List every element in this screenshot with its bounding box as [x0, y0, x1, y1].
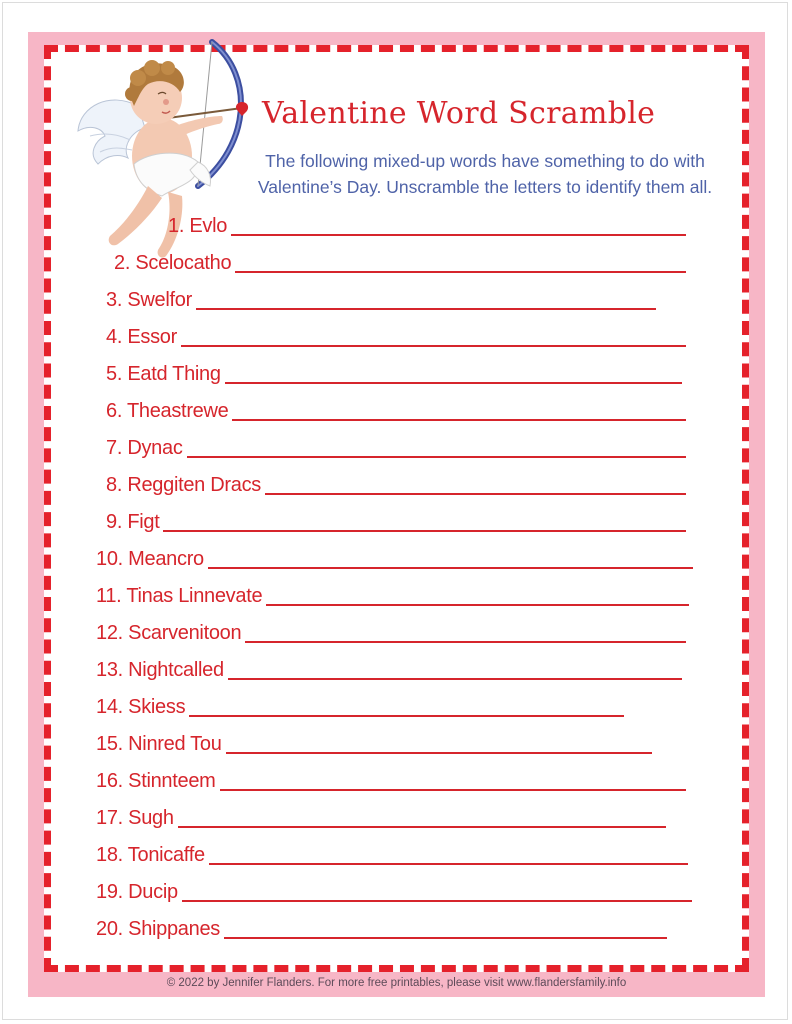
scramble-word: 5. Eatd Thing — [106, 363, 221, 385]
scramble-word: 11. Tinas Linnevate — [96, 585, 263, 607]
answer-line[interactable] — [224, 937, 667, 939]
instructions — [240, 148, 730, 200]
answer-line[interactable] — [196, 308, 656, 310]
answer-line[interactable] — [231, 234, 686, 236]
scramble-word: 3. Swelfor — [106, 289, 192, 311]
scramble-item — [106, 284, 656, 312]
answer-line[interactable] — [226, 752, 652, 754]
scramble-item — [96, 765, 686, 793]
scramble-word: 20. Shippanes — [96, 918, 220, 940]
scramble-item — [96, 654, 682, 682]
answer-line[interactable] — [220, 789, 686, 791]
scramble-item — [96, 580, 689, 608]
scramble-word: 1. Evlo — [168, 215, 228, 237]
scramble-item — [114, 247, 686, 275]
answer-line[interactable] — [182, 900, 692, 902]
scramble-item — [96, 802, 666, 830]
answer-line[interactable] — [189, 715, 624, 717]
answer-line[interactable] — [266, 604, 689, 606]
answer-line[interactable] — [265, 493, 686, 495]
answer-line[interactable] — [232, 419, 686, 421]
instructions-line-1: The following mixed-up words have something to do with — [265, 151, 705, 171]
scramble-item — [168, 210, 686, 238]
scramble-item — [96, 839, 688, 867]
scramble-word: 8. Reggiten Dracs — [106, 474, 261, 496]
scramble-word: 15. Ninred Tou — [96, 733, 222, 755]
scramble-item — [106, 432, 686, 460]
scramble-word: 18. Tonicaffe — [96, 844, 205, 866]
answer-line[interactable] — [163, 530, 686, 532]
answer-line[interactable] — [228, 678, 682, 680]
scramble-item — [106, 506, 686, 534]
page-title: Valentine Word Scramble — [262, 96, 656, 131]
scramble-word: 2. Scelocatho — [114, 252, 232, 274]
answer-line[interactable] — [235, 271, 686, 273]
scramble-word: 13. Nightcalled — [96, 659, 224, 681]
answer-line[interactable] — [209, 863, 688, 865]
answer-line[interactable] — [208, 567, 693, 569]
scramble-word: 7. Dynac — [106, 437, 183, 459]
scramble-item — [96, 543, 693, 571]
scramble-word: 10. Meancro — [96, 548, 204, 570]
copyright-footer: © 2022 by Jennifer Flanders. For more free printables, please visit www.flandersfamily.info — [166, 977, 627, 989]
answer-line[interactable] — [245, 641, 686, 643]
scramble-word: 14. Skiess — [96, 696, 186, 718]
answer-line[interactable] — [225, 382, 682, 384]
scramble-item — [106, 358, 682, 386]
scramble-item — [106, 321, 686, 349]
scramble-item — [96, 728, 652, 756]
scramble-item — [96, 876, 692, 904]
scramble-item — [106, 395, 686, 423]
answer-line[interactable] — [181, 345, 686, 347]
scramble-word: 12. Scarvenitoon — [96, 622, 242, 644]
answer-line[interactable] — [187, 456, 686, 458]
scramble-word: 19. Ducip — [96, 881, 178, 903]
scramble-word: 6. Theastrewe — [106, 400, 229, 422]
scramble-word: 17. Sugh — [96, 807, 174, 829]
instructions-line-2: Valentine’s Day. Unscramble the letters to identify them all. — [257, 177, 713, 197]
scramble-word: 9. Figt — [106, 511, 160, 533]
scramble-item — [96, 913, 667, 941]
answer-line[interactable] — [178, 826, 666, 828]
scramble-item — [106, 469, 686, 497]
scramble-word: 16. Stinnteem — [96, 770, 216, 792]
scramble-item — [96, 617, 686, 645]
scramble-word: 4. Essor — [106, 326, 177, 348]
scramble-item — [96, 691, 624, 719]
